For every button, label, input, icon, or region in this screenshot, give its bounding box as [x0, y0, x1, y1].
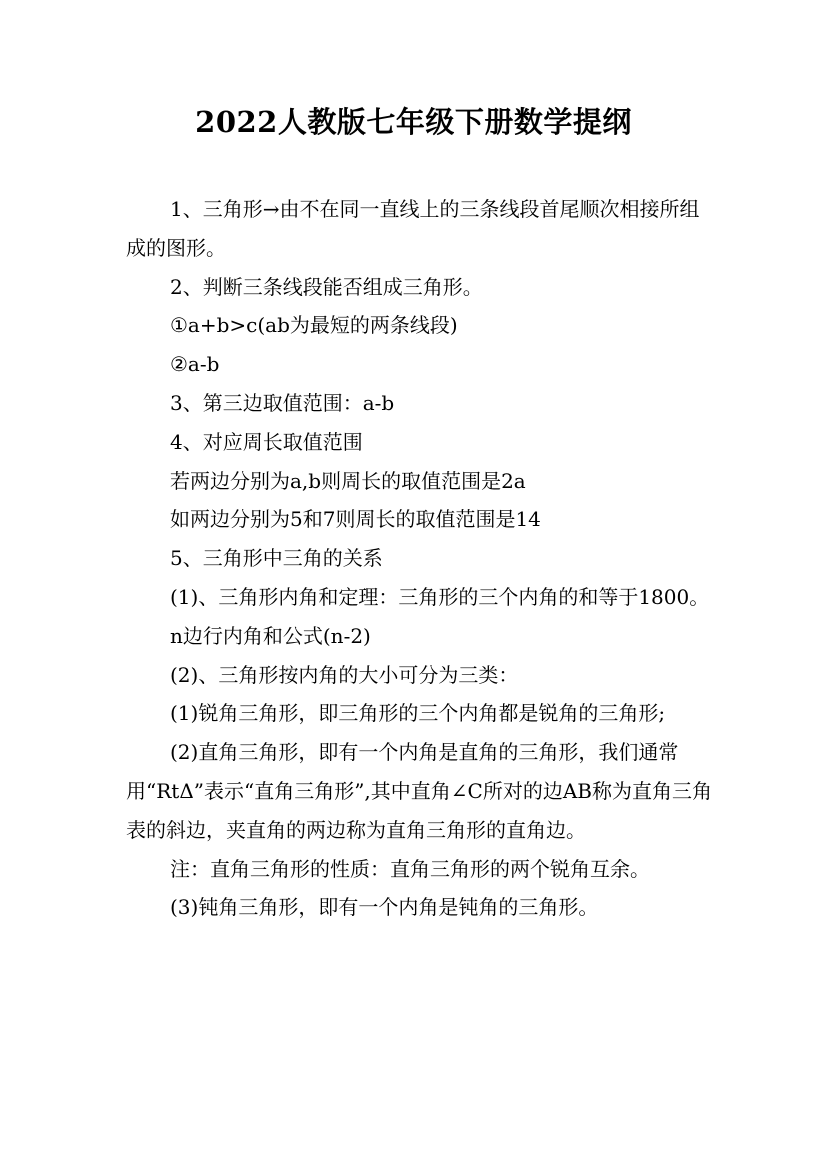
paragraph-condition-1: ①a+b>c(ab为最短的两条线段) — [170, 313, 458, 338]
paragraph-perimeter-general: 若两边分别为a,b则周长的取值范围是2a — [170, 468, 526, 493]
paragraph-angle-sum-theorem: (1)、三角形内角和定理：三角形的三个内角的和等于1800。 — [170, 584, 710, 609]
paragraph-classification: (2)、三角形按内角的大小可分为三类： — [170, 662, 519, 687]
paragraph-acute-triangle: (1)锐角三角形，即三角形的三个内角都是锐角的三角形; — [170, 701, 666, 726]
paragraph-condition-2: ②a-b — [170, 352, 220, 377]
paragraph-third-side-range: 3、第三边取值范围：a-b — [170, 390, 395, 415]
paragraph-triangle-definition: 1、三角形→由不在同一直线上的三条线段首尾顺次相接所组成的图形。 — [126, 197, 700, 260]
paragraph-right-triangle: (2)直角三角形，即有一个内角是直角的三角形，我们通常用“RtΔ”表示“直角三角形”,其中直角∠C所对的边AB称为直角三角表的斜边，夹直角的两边称为直角三角形的直角边。 — [126, 740, 712, 842]
paragraph-polygon-angle-formula: n边行内角和公式(n-2) — [170, 623, 371, 648]
paragraph-obtuse-triangle: (3)钝角三角形，即有一个内角是钝角的三角形。 — [170, 895, 599, 920]
document-title: 2022人教版七年级下册数学提纲 — [195, 105, 632, 139]
paragraph-angle-relations: 5、三角形中三角的关系 — [170, 546, 383, 571]
paragraph-perimeter-range: 4、对应周长取值范围 — [170, 429, 363, 454]
document-body — [126, 190, 718, 927]
paragraph-perimeter-example: 如两边分别为5和7则周长的取值范围是14 — [170, 507, 541, 532]
paragraph-right-triangle-note: 注：直角三角形的性质：直角三角形的两个锐角互余。 — [170, 856, 650, 881]
paragraph-triangle-condition: 2、判断三条线段能否组成三角形。 — [170, 274, 483, 299]
